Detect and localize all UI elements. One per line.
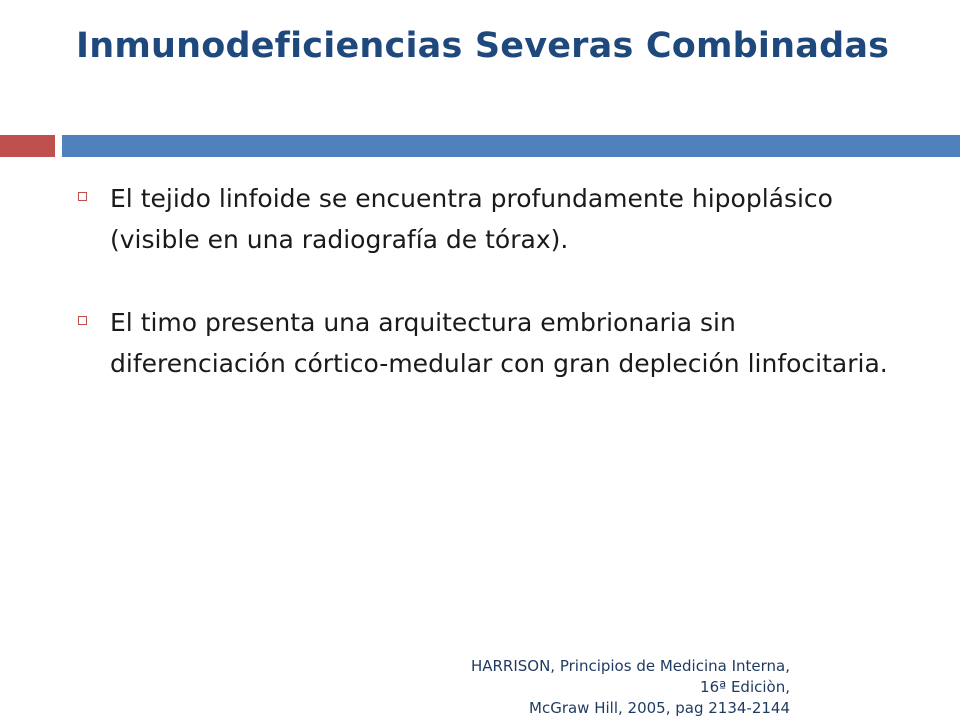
bullet-text: El timo presenta una arquitectura embrionaria sin diferenciación córtico-medular con gran depleción linfocitaria. [110, 308, 888, 378]
slide-title: Inmunodeficiencias Severas Combinadas [76, 26, 890, 66]
reference-line-2: McGraw Hill, 2005, pag 2134-2144 [529, 699, 790, 717]
bullet-text: El tejido linfoide se encuentra profundamente hipoplásico (visible en una radiografía de tórax). [110, 184, 833, 254]
hollow-square-bullet-icon [78, 192, 87, 201]
reference-line-1: HARRISON, Principios de Medicina Interna, 16ª Ediciòn, [470, 657, 790, 696]
bullet-item [76, 302, 936, 384]
hollow-square-bullet-icon [78, 316, 87, 325]
accent-bar-left [0, 135, 55, 157]
bullet-item [76, 178, 936, 260]
accent-bar-right [62, 135, 960, 157]
bullet-list [76, 178, 936, 426]
reference-citation [460, 656, 790, 719]
